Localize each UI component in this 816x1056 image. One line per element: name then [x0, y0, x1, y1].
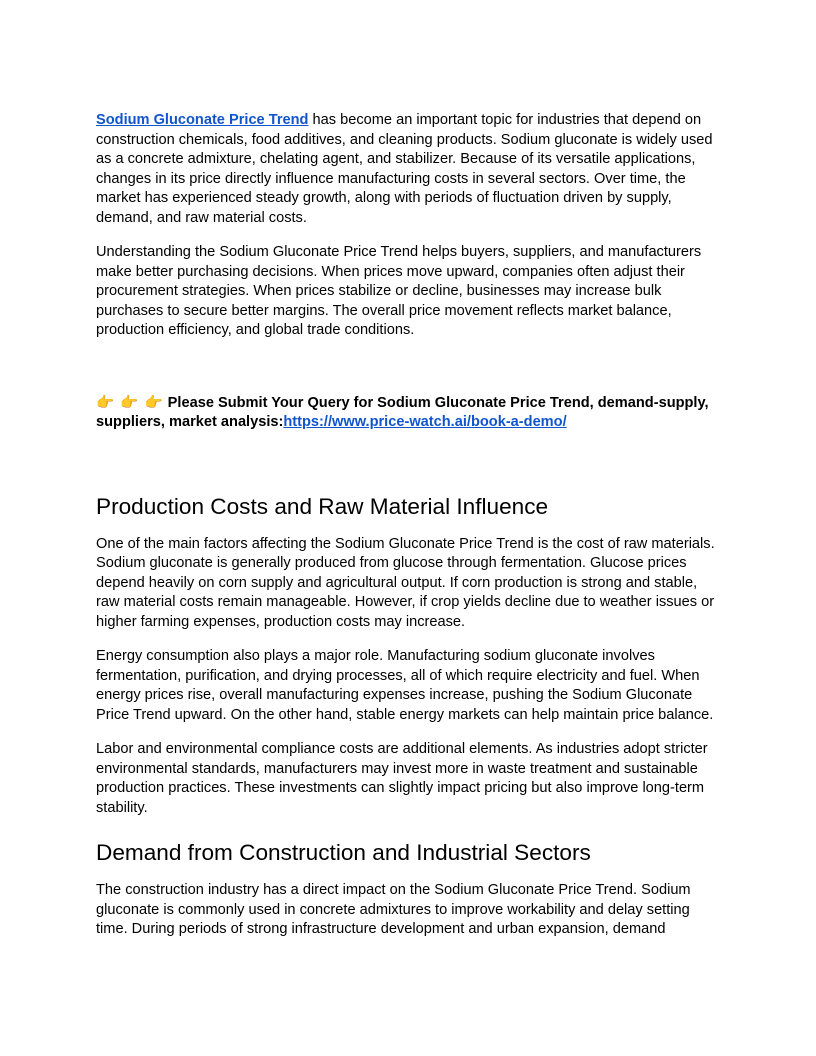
intro-paragraph-1-text: has become an important topic for industries that depend on construction chemicals, food additives, and cleaning products. Sodium gluconate is widely used as a concrete admixture, chelating agent, and stabilizer. Because of its versatile applications, changes in its price directly influence manufacturing costs in several sectors. Over time, the market has experienced steady growth, along with periods of fluctuation driven by supply, demand, and raw material costs.	[96, 112, 713, 226]
section-heading-demand: Demand from Construction and Industrial Sectors	[96, 840, 591, 865]
pointing-hand-icons: 👉 👉 👉	[96, 394, 164, 411]
production-paragraph-1: One of the main factors affecting the Sodium Gluconate Price Trend is the cost of raw materials. Sodium gluconate is generally produced from glucose through fermentation. Glucose prices depend heavily on corn supply and agricultural output. If corn production is strong and stable, raw material costs remain manageable. However, if crop yields decline due to weather issues or higher farming expenses, production costs may increase.	[96, 535, 715, 630]
document-page	[96, 111, 722, 940]
section-heading-production: Production Costs and Raw Material Influence	[96, 493, 549, 519]
price-trend-link[interactable]: Sodium Gluconate Price Trend	[96, 112, 309, 128]
intro-paragraph-2: Understanding the Sodium Gluconate Price Trend helps buyers, suppliers, and manufacturers make better purchasing decisions. When prices move upward, companies often adjust their procurement strategies. When prices stabilize or decline, businesses may increase bulk purchases to secure better margins. The overall price movement reflects market balance, production efficiency, and global trade conditions.	[96, 244, 702, 338]
cta-text: Please Submit Your Query for Sodium Gluconate Price Trend, demand-supply, suppliers, market analysis:	[96, 394, 709, 430]
production-paragraph-3: Labor and environmental compliance costs are additional elements. As industries adopt stricter environmental standards, manufacturers may invest more in waste treatment and sustainable production practices. These investments can slightly impact pricing but also improve long-term stability.	[96, 741, 708, 816]
production-paragraph-2: Energy consumption also plays a major role. Manufacturing sodium gluconate involves fermentation, purification, and drying processes, all of which require electricity and fuel. When energy prices rise, overall manufacturing expenses increase, pushing the Sodium Gluconate Price Trend upward. On the other hand, stable energy markets can help maintain price balance.	[96, 648, 714, 723]
intro-paragraph-1	[96, 111, 722, 228]
demand-paragraph-1: The construction industry has a direct impact on the Sodium Gluconate Price Trend. Sodium gluconate is commonly used in concrete admixtures to improve workability and delay setting time. During periods of strong infrastructure development and urban expansion, demand	[96, 882, 691, 937]
cta-paragraph	[96, 394, 722, 433]
book-demo-link[interactable]: https://www.price-watch.ai/book-a-demo/	[283, 414, 567, 430]
